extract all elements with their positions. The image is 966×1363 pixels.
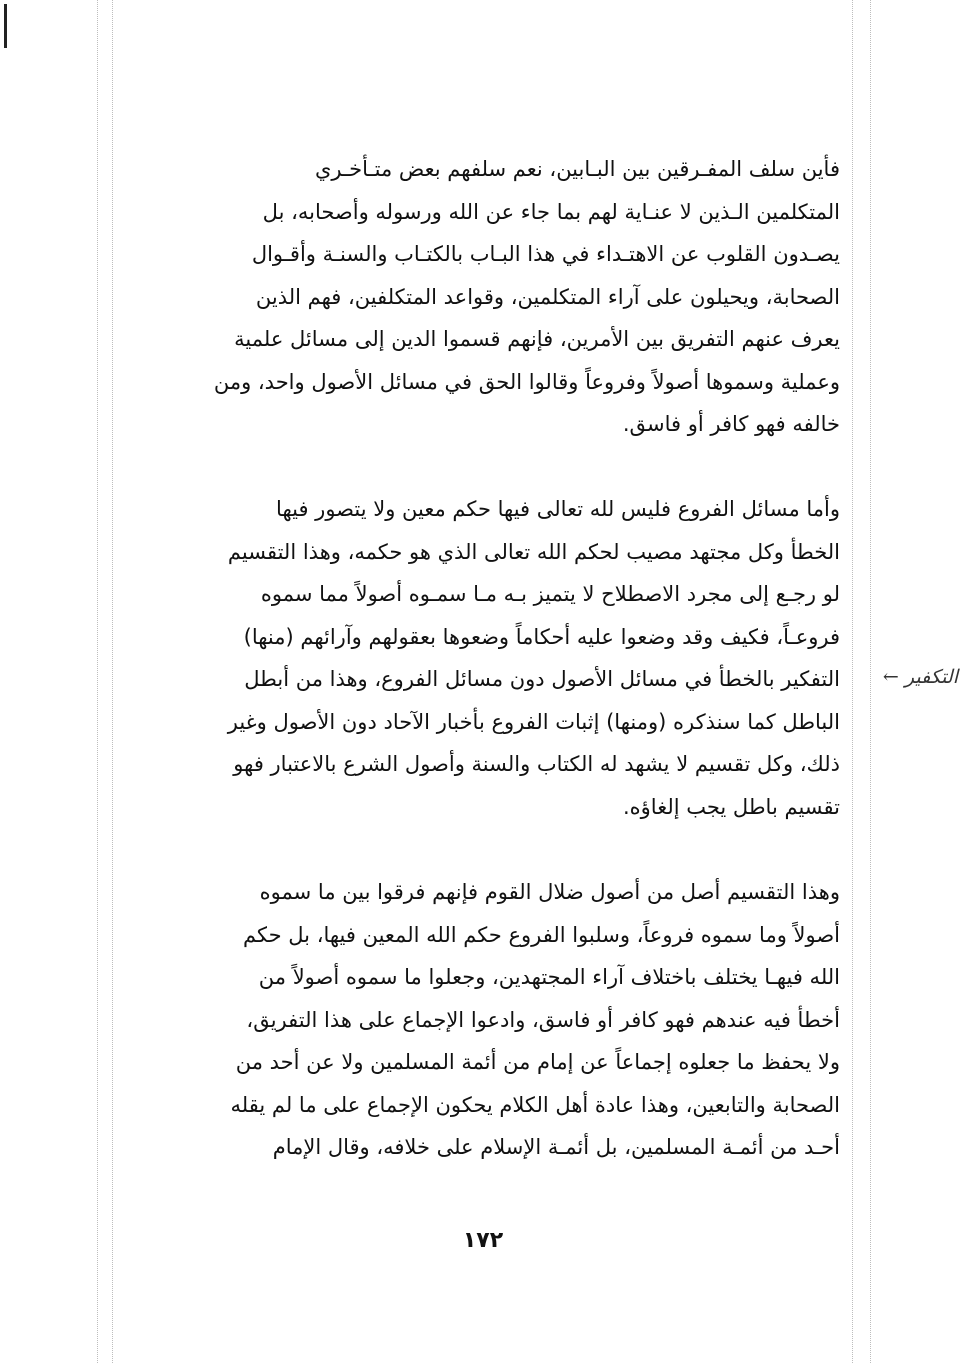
scan-artifact-line [97,0,98,1363]
text-line: ذلك، وكل تقسيم لا يشهد له الكتاب والسنة وأصول الشرع بالاعتبار فهو [233,752,840,776]
text-line: الله فيهـا يختلف باختلاف آراء المجتهدين، وجعلوا ما سموه أصولاً من [258,965,840,989]
text-line: الصحابة، ويحيلون على آراء المتكلمين، وقواعد المتكلفين، فهم الذين [255,284,840,309]
paragraph-3 [118,871,840,1169]
text-line: الباطل كما سنذكره (ومنها) إثبات الفروع بأخبار الآحاد دون الأصول وغير [227,709,840,734]
text-line: وأما مسائل الفروع فليس لله تعالى فيها حكم معين ولا يتصور فيها [276,497,840,521]
text-line: خالفه فهو كافر أو فاسق. [622,412,840,436]
text-line: المتكلمين الـذين لا عنـاية لهم بما جاء عن الله ورسوله وأصحابه، بل [262,199,840,224]
text-line: ولا يحفظ ما جعلوه إجماعاً عن إمام من أئمة المسلمين ولا عن أحد من [235,1050,840,1074]
text-line: وهذا التقسيم أصل من أصول ضلال القوم فإنهم فرقوا بين ما سموه [259,880,840,904]
text-line: فأين سلف المفـرقين بين البـابين، نعم سلفهم بعض متـأخـري [314,157,840,181]
scan-edge-mark [4,4,7,48]
paragraph-1 [118,148,840,446]
text-line: الخطأ وكل مجتهد مصيب لحكم الله تعالى الذي هو حكمه، وهذا التقسيم [227,539,840,564]
text-line: أحـد من أئمـة المسلمين، بل أئمـة الإسلام على خلافه، وقال الإمام [272,1135,840,1159]
text-line: أخطأ فيه عندهم فهو كافر أو فاسق، وادعوا الإجماع على هذا التفريق، [246,1007,840,1032]
text-line: التفكير بالخطأ في مسائل الأصول دون مسائل الفروع، وهذا من أبطل [244,667,840,691]
text-line: الصحابة والتابعين، وهذا عادة أهل الكلام يحكون الإجماع على ما لم يقله [230,1092,840,1117]
text-line: لو رجـع إلى مجرد الاصطلاح لا يتميز بـه مـا سمـوه أصولاً مما سموه [260,582,840,606]
text-line: فروعـاً، فكيف وقد وضعوا عليه أحكاماً وضعوها بعقولهم وآرائهم (منها) [243,624,840,649]
handwritten-margin-note: التكفير ← [882,666,958,688]
text-line: أصولاً وما سموه فروعاً، وسلبوا الفروع حكم الله المعين فيها، بل حكم [243,922,840,947]
text-line: يصـدون القلوب عن الاهتـداء في هذا البـاب بالكتـاب والسنـة وأقـوال [251,242,840,266]
scan-artifact-line [112,0,113,1363]
page-number: ١٧٢ [462,1228,504,1253]
paragraph-2 [118,488,840,828]
text-line: تقسيم باطل يجب إلغاؤه. [622,794,840,819]
text-line: وعملية وسموها أصولاً وفروعاً وقالوا الحق في مسائل الأصول واحد، ومن [213,369,840,394]
text-line: يعرف عنهم التفريق بين الأمرين، فإنهم قسموا الدين إلى مسائل علمية [234,327,840,351]
